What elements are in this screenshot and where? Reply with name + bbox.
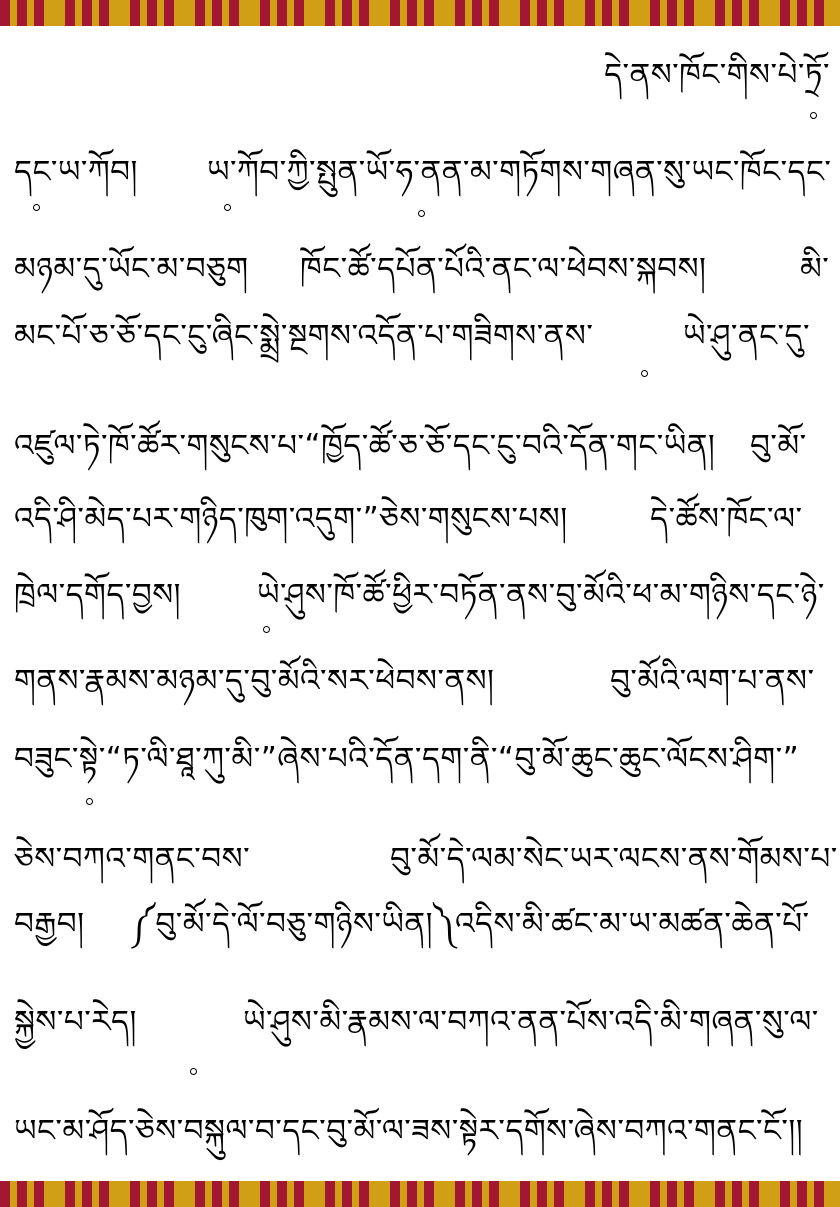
text-line-6-seg-1: འདི་ཤི་མེད་པར་གཉིད་ཁུག་འདུག་”ཅེས་གསུངས་པས། [14, 501, 568, 537]
text-line-12-seg-1: སྐྱེས་པ་རེད། [14, 1004, 137, 1040]
ring-mark [263, 626, 270, 633]
text-line-8-seg-2: བུ་མོའི་ལག་པ་ནས་ [610, 663, 815, 699]
text-line-2-seg-2: ཡ་ཀོབ་ཀྱི་སྤུན་ཡོ་ཧ་ནན་མ་གཏོགས་གཞན་སུ་ཡང་ཁོང་དང་ [207, 154, 832, 190]
bottom-striped-border [0, 1181, 840, 1207]
ring-mark [33, 204, 40, 211]
ring-mark [418, 210, 425, 217]
text-line-4-seg-1: མང་པོ་ཅ་ཅོ་དང་ངུ་ཞིང་སྨྲེ་སྔགས་འདོན་པ་གཟིགས་ནས་ [14, 318, 594, 354]
text-line-11-seg-3: འདིས་མི་ཚང་མ་ཡ་མཚན་ཆེན་པོ་ [455, 906, 810, 942]
text-line-2-seg-1: དང་ཡ་ཀོབ། [14, 154, 138, 190]
text-line-8-seg-1: གནས་རྣམས་མཉམ་དུ་བུ་མོའི་སར་ཕེབས་ནས། [14, 663, 495, 699]
ring-mark [641, 370, 648, 377]
text-line-1: དེ་ནས་ཁོང་གིས་པེ་ཏྲོ་ [604, 57, 830, 93]
ring-mark [810, 112, 817, 119]
ring-mark [224, 204, 231, 211]
text-line-11-seg-2: ༼བུ་མོ་དེ་ལོ་བཅུ་གཉིས་ཡིན།༽ [130, 906, 456, 942]
text-line-10-seg-2: བུ་མོ་དེ་ལམ་སེང་ཡར་ལངས་ནས་གོམས་པ་ [390, 841, 838, 877]
text-line-3-seg-1: མཉམ་དུ་ཡོང་མ་བཅུག [14, 251, 249, 287]
text-line-5-seg-2: བུ་མོ་ [750, 428, 807, 464]
text-line-7-seg-1: ཁྲེལ་དགོད་བྱས། [14, 577, 182, 613]
text-line-3-seg-2: ཁོང་ཚོ་དཔོན་པོའི་ནང་ལ་ཕེབས་སྐབས། [300, 251, 707, 287]
text-line-10-seg-1: ཅེས་བཀའ་གནང་བས་ [14, 841, 251, 877]
text-line-3-seg-3: མི་ [800, 251, 830, 287]
text-line-4-seg-2: ཡེ་ཤུ་ནང་དུ་ [683, 318, 810, 354]
text-line-6-seg-2: དེ་ཚོས་ཁོང་ལ་ [650, 501, 803, 537]
text-line-11-seg-1: བརྒྱབ། [14, 906, 85, 942]
top-striped-border [0, 0, 840, 26]
ring-mark [86, 798, 93, 805]
text-line-5-seg-1: འཛུལ་ཏེ་ཁོ་ཚོར་གསུངས་པ་“ཁྱོད་ཚོ་ཅ་ཅོ་དང་ངུ་བའི་དོན་གང་ཡིན། [14, 428, 716, 464]
text-line-13: ཡང་མ་ཤོད་ཅེས་བསྐུལ་བ་དང་བུ་མོ་ལ་ཟས་སྟེར་དགོས་ཞེས་བཀའ་གནང་ངོ་།། [14, 1113, 804, 1149]
text-line-9: བཟུང་སྟེ་“ཏ་ལི་ཐཱ་ཀུ་མི་”ཞེས་པའི་དོན་དག་ནི་“བུ་མོ་ཆུང་ཆུང་ལོངས་ཤིག་” [14, 741, 800, 777]
text-line-7-seg-2: ཡེ་ཤུས་ཁོ་ཚོ་ཕྱིར་བཏོན་ནས་བུ་མོའི་ཕ་མ་གཉིས་དང་ཉེ་ [257, 577, 825, 613]
text-line-12-seg-2: ཡེ་ཤུས་མི་རྣམས་ལ་བཀའ་ནན་པོས་འདི་མི་གཞན་སུ་ལ་ [243, 1004, 819, 1040]
ring-mark [190, 1068, 197, 1075]
